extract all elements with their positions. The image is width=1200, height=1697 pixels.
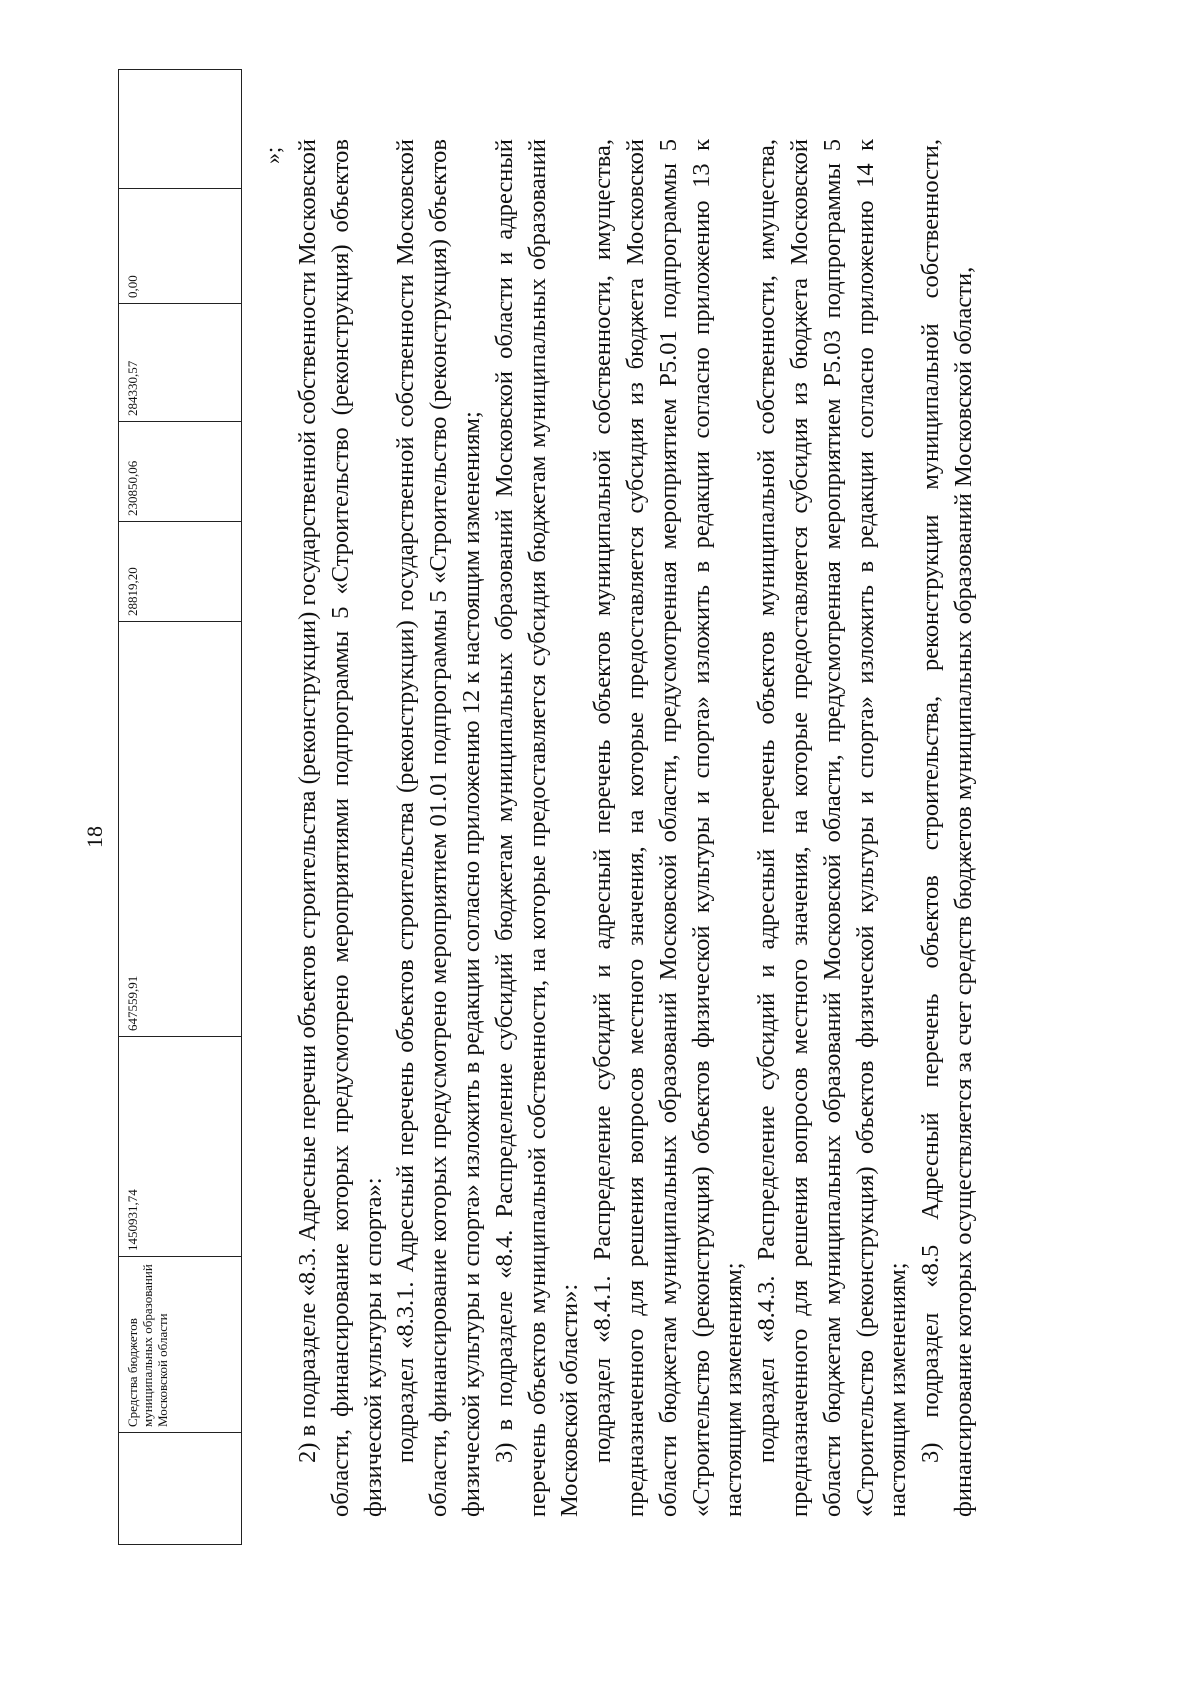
paragraph: 2) в подразделе «8.3. Адресные перечни объектов строительства (реконструкции) государственной собственности Московской области, финансирование которых предусмотрено мероприятиями подпрограммы 5 «Строительство (реконструкция) объектов физической культуры и спорта»:	[294, 139, 387, 1517]
paragraph: 3) в подразделе «8.4. Распределение субсидий бюджетам муниципальных образований Московской области и адресный перечень объектов муниципальной собственности, на которые предоставляется субсидия бюджетам муниципальных образований Московской области»:	[490, 139, 584, 1517]
paragraph: 3) подраздел «8.5 Адресный перечень объектов строительства, реконструкции муниципальной собственности, финансирование которых осуществляется за счет средств бюджетов муниципальных образований Московской области,	[917, 139, 977, 1517]
table-cell-value: 0,00	[119, 189, 242, 304]
table-cell-source: Средства бюджетов муниципальных образований Московской области	[119, 1257, 242, 1433]
body-text	[292, 139, 981, 1517]
table-cell-value: 284330,57	[119, 304, 242, 422]
budget-table	[118, 69, 242, 1545]
table-cell-empty	[119, 70, 242, 189]
paragraph: подраздел «8.4.3. Распределение субсидий и адресный перечень объектов муниципальной собственности, имущества, предназначенного для решения вопросов местного значения, на которые предоставляется субсидия из бюджета Московской области бюджетам муниципальных образований Московской области, предусмотренная мероприятием P5.03 подпрограммы 5 «Строительство (реконструкция) объектов физической культуры и спорта» изложить в редакции согласно приложению 14 к настоящим изменениям;	[753, 139, 912, 1517]
table-cell-value: 647559,91	[119, 622, 242, 1037]
table-cell-value: 230850,06	[119, 422, 242, 522]
paragraph: подраздел «8.4.1. Распределение субсидий и адресный перечень объектов муниципальной собственности, имущества, предназначенного для решения вопросов местного значения, на которые предоставляется субсидия из бюджета Московской области бюджетам муниципальных образований Московской области, предусмотренная мероприятием P5.01 подпрограммы 5 «Строительство (реконструкция) объектов физической культуры и спорта» изложить в редакции согласно приложению 13 к настоящим изменениям;	[589, 139, 748, 1517]
paragraph: подраздел «8.3.1. Адресный перечень объектов строительства (реконструкции) государственной собственности Московской области, финансирование которых предусмотрено мероприятием 01.01 подпрограммы 5 «Строительство (реконструкция) объектов физической культуры и спорта» изложить в редакции согласно приложению 12 к настоящим изменениям;	[392, 139, 485, 1517]
page-number: 18	[82, 826, 107, 848]
table-cell-total: 1450931,74	[119, 1037, 242, 1257]
table-closing-mark: »;	[260, 146, 285, 164]
table-cell-value: 28819,20	[119, 522, 242, 622]
table-cell-empty	[119, 1433, 242, 1545]
table-row	[119, 70, 242, 1545]
